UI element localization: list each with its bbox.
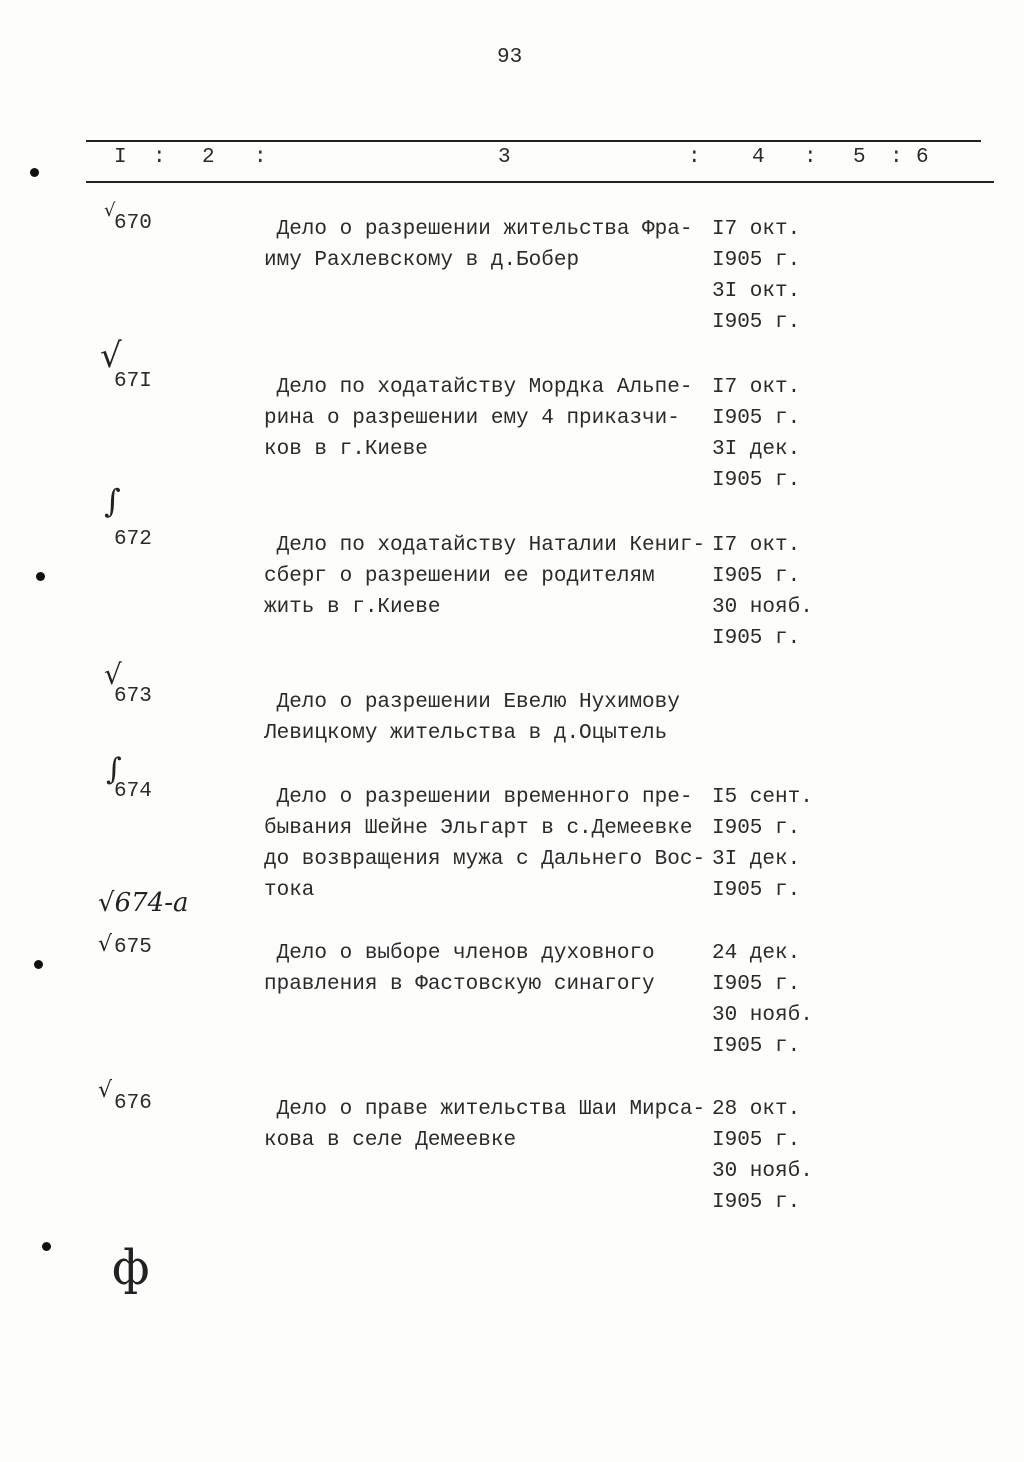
entry-dates <box>712 782 813 906</box>
date-line: I7 окт. <box>712 376 801 399</box>
header-bottom-rule <box>86 181 994 183</box>
handwritten-signature: ф <box>112 1240 150 1296</box>
header-col-3: 3 <box>498 146 511 169</box>
date-line: I5 сент. <box>712 786 813 809</box>
entry-dates <box>712 372 800 496</box>
date-line: I905 г. <box>712 249 801 272</box>
check-mark-icon: √ <box>98 932 113 957</box>
date-line: I7 окт. <box>712 534 801 557</box>
date-line: 28 окт. <box>712 1098 801 1121</box>
entry-dates <box>712 1094 813 1218</box>
description-line: Левицкому жительства в д.Оцытель <box>264 722 668 745</box>
check-mark-icon: √ <box>104 658 122 691</box>
entry-number: 670 <box>114 212 152 235</box>
description-line: бывания Шейне Эльгарт в с.Демеевке <box>264 817 693 840</box>
header-sep: : <box>153 146 166 169</box>
header-col-6: 6 <box>916 146 929 169</box>
date-line: 3I дек. <box>712 848 801 871</box>
punch-hole-mark <box>30 168 39 177</box>
date-line: I905 г. <box>712 565 801 588</box>
entry-number: 675 <box>114 936 152 959</box>
date-line: I905 г. <box>712 879 801 902</box>
entry-dates <box>712 530 813 654</box>
header-sep: : <box>890 146 903 169</box>
entry-description <box>264 1094 705 1156</box>
check-mark-icon: √ <box>98 1078 113 1103</box>
description-line: Дело о выборе членов духовного <box>264 942 655 965</box>
date-line: I905 г. <box>712 311 801 334</box>
entry-number: 674 <box>114 780 152 803</box>
check-mark-icon: √ <box>100 336 122 376</box>
entry-description <box>264 782 705 906</box>
date-line: 30 нояб. <box>712 1160 813 1183</box>
punch-hole-mark <box>42 1242 51 1251</box>
description-line: ков в г.Киеве <box>264 438 428 461</box>
entry-description <box>264 214 692 276</box>
description-line: жить в г.Киеве <box>264 596 441 619</box>
check-mark-icon: √ <box>104 200 116 221</box>
description-line: до возвращения мужа с Дальнего Вос- <box>264 848 706 871</box>
entry-description <box>264 372 692 465</box>
header-top-rule <box>86 140 981 142</box>
entry-dates <box>712 938 813 1062</box>
entry-number: 672 <box>114 528 152 551</box>
entry-description <box>264 530 705 623</box>
description-line: правления в Фастовскую синагогу <box>264 973 655 996</box>
handwritten-insert-674a: √674-а <box>98 888 189 918</box>
header-col-1: I <box>114 146 127 169</box>
description-line: тока <box>264 879 315 902</box>
header-col-2: 2 <box>202 146 215 169</box>
check-mark-icon: ∫ <box>104 482 121 520</box>
description-line: иму Рахлевскому в д.Бобер <box>264 249 580 272</box>
header-sep: : <box>804 146 817 169</box>
date-line: I905 г. <box>712 1129 801 1152</box>
date-line: 30 нояб. <box>712 596 813 619</box>
description-line: Дело о разрешении временного пре- <box>264 786 693 809</box>
description-line: сберг о разрешении ее родителям <box>264 565 655 588</box>
date-line: I905 г. <box>712 973 801 996</box>
date-line: 24 дек. <box>712 942 801 965</box>
date-line: I905 г. <box>712 817 801 840</box>
entry-number: 67I <box>114 370 152 393</box>
description-line: Дело о разрешении Евелю Нухимову <box>264 691 680 714</box>
date-line: I905 г. <box>712 1035 801 1058</box>
header-sep: : <box>688 146 701 169</box>
date-line: 3I дек. <box>712 438 801 461</box>
description-line: Дело о праве жительства Шаи Мирса- <box>264 1098 706 1121</box>
date-line: I905 г. <box>712 627 801 650</box>
date-line: I7 окт. <box>712 218 801 241</box>
punch-hole-mark <box>36 572 45 581</box>
check-mark-icon: ∫ <box>106 752 122 787</box>
date-line: I905 г. <box>712 1191 801 1214</box>
entry-description <box>264 687 680 749</box>
date-line: I905 г. <box>712 469 801 492</box>
entry-dates <box>712 214 800 338</box>
description-line: Дело по ходатайству Мордка Альпе- <box>264 376 693 399</box>
description-line: Дело по ходатайству Наталии Кениг- <box>264 534 706 557</box>
description-line: Дело о разрешении жительства Фра- <box>264 218 693 241</box>
header-col-4: 4 <box>752 146 765 169</box>
header-col-5: 5 <box>853 146 866 169</box>
punch-hole-mark <box>34 960 43 969</box>
entry-number: 676 <box>114 1092 152 1115</box>
entry-description <box>264 938 655 1000</box>
date-line: I905 г. <box>712 407 801 430</box>
entry-number: 673 <box>114 685 152 708</box>
header-sep: : <box>254 146 267 169</box>
description-line: кова в селе Демеевке <box>264 1129 517 1152</box>
date-line: 3I окт. <box>712 280 801 303</box>
date-line: 30 нояб. <box>712 1004 813 1027</box>
description-line: рина о разрешении ему 4 приказчи- <box>264 407 680 430</box>
page-number: 93 <box>497 46 523 69</box>
